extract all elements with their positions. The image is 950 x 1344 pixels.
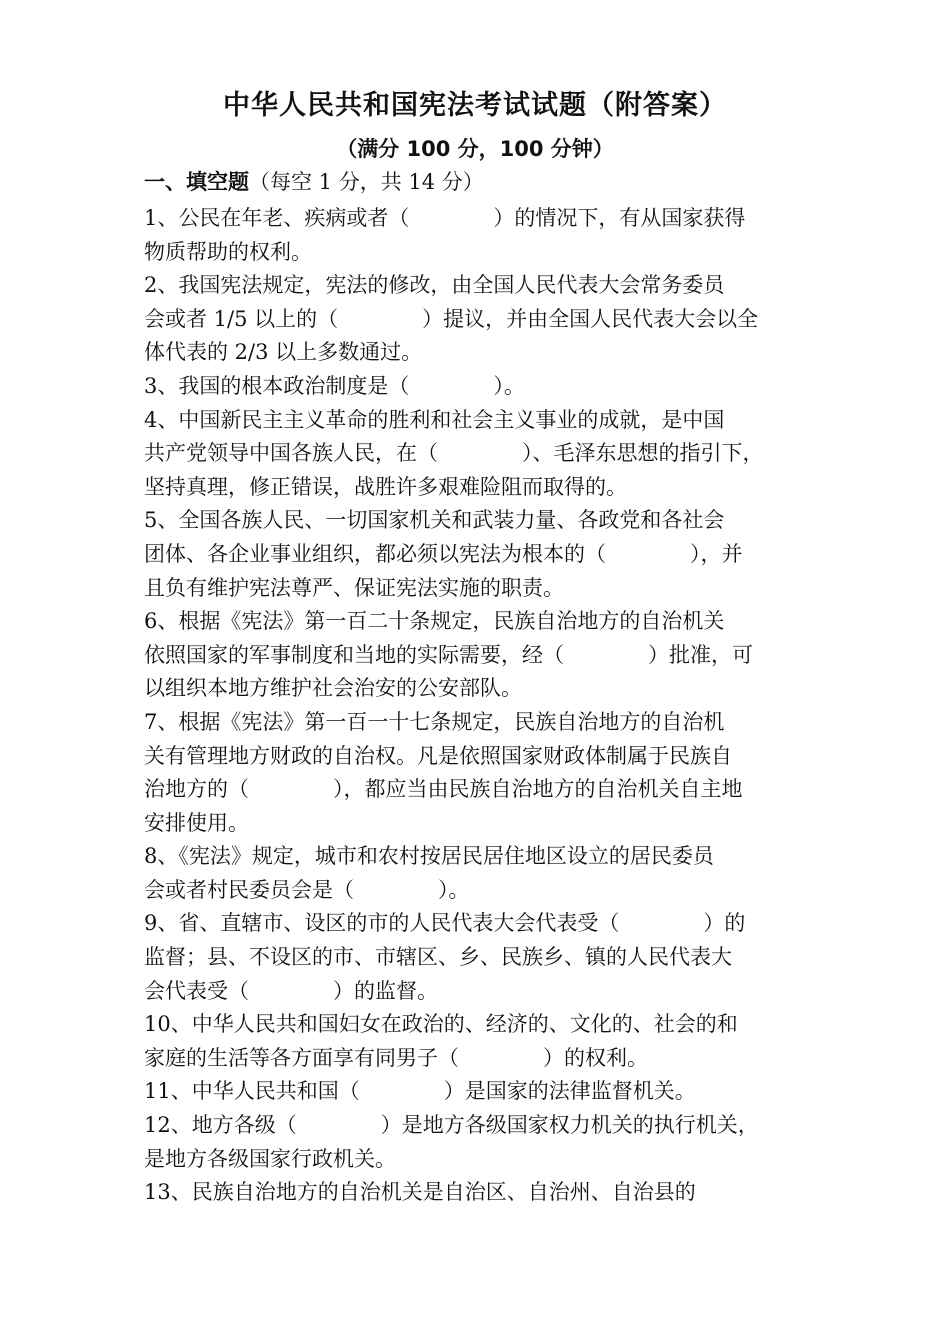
section-heading (144, 166, 824, 199)
section-note: （每空 1 分，共 14 分） (249, 170, 484, 194)
question-5 (144, 504, 824, 605)
question-10 (144, 1008, 824, 1075)
question-4 (144, 404, 824, 505)
question-line: 是地方各级国家行政机关。 (144, 1146, 396, 1171)
question-line: 1、公民在年老、疾病或者（ ）的情况下，有从国家获得 (144, 206, 746, 230)
question-line: 6、根据《宪法》第一百二十条规定，民族自治地方的自治机关 (144, 609, 725, 634)
question-12 (144, 1109, 824, 1176)
page-title: 中华人民共和国宪法考试试题（附答案） (223, 90, 727, 121)
question-7 (144, 706, 824, 840)
question-line: 坚持真理，修正错误，战胜许多艰难险阻而取得的。 (144, 474, 627, 499)
question-2 (144, 269, 824, 370)
question-1 (144, 202, 824, 269)
question-line: 5、全国各族人民、一切国家机关和武装力量、各政党和各社会 (144, 508, 725, 533)
question-line: 依照国家的军事制度和当地的实际需要，经（ ）批准，可 (144, 642, 753, 667)
question-line: 安排使用。 (144, 810, 249, 835)
question-line: 治地方的（ ），都应当由民族自治地方的自治机关自主地 (144, 777, 743, 802)
question-line: 13、民族自治地方的自治机关是自治区、自治州、自治县的 (144, 1180, 696, 1205)
question-line: 2、我国宪法规定，宪法的修改，由全国人民代表大会常务委员 (144, 273, 725, 298)
question-line: 团体、各企业事业组织，都必须以宪法为根本的（ ），并 (144, 541, 743, 566)
question-11 (144, 1075, 824, 1109)
question-line: 会或者村民委员会是（ ）。 (144, 877, 470, 902)
question-line: 会或者 1/5 以上的（ ）提议，并由全国人民代表大会以全 (144, 306, 759, 331)
page-subtitle: （满分 100 分，100 分钟） (336, 137, 614, 161)
question-line: 会代表受（ ）的监督。 (144, 978, 438, 1003)
question-line: 体代表的 2/3 以上多数通过。 (144, 340, 423, 365)
question-line: 关有管理地方财政的自治权。凡是依照国家财政体制属于民族自 (144, 743, 732, 768)
question-line: 共产党领导中国各族人民，在（ ）、毛泽东思想的指引下， (144, 441, 764, 466)
question-13 (144, 1176, 824, 1210)
question-8 (144, 840, 824, 907)
question-line: 11、中华人民共和国（ ）是国家的法律监督机关。 (144, 1079, 696, 1104)
question-6 (144, 605, 824, 706)
question-line: 10、中华人民共和国妇女在政治的、经济的、文化的、社会的和 (144, 1012, 738, 1037)
question-line: 3、我国的根本政治制度是（ ）。 (144, 373, 525, 398)
question-line: 7、根据《宪法》第一百一十七条规定，民族自治地方的自治机 (144, 709, 725, 734)
question-line: 8、《宪法》规定，城市和农村按居民居住地区设立的居民委员 (144, 844, 714, 869)
exam-content (144, 166, 824, 1210)
question-line: 监督；县、不设区的市、市辖区、乡、民族乡、镇的人民代表大 (144, 945, 732, 970)
question-list (144, 202, 824, 1210)
question-line: 且负有维护宪法尊严、保证宪法实施的职责。 (144, 575, 564, 600)
question-line: 12、地方各级（ ）是地方各级国家权力机关的执行机关， (144, 1113, 759, 1138)
question-line: 家庭的生活等各方面享有同男子（ ）的权利。 (144, 1045, 648, 1070)
question-line: 4、中国新民主主义革命的胜利和社会主义事业的成就，是中国 (144, 407, 725, 432)
question-9 (144, 907, 824, 1008)
question-line: 以组织本地方维护社会治安的公安部队。 (144, 676, 522, 701)
section-title: 一、填空题 (144, 170, 249, 194)
question-3 (144, 370, 824, 404)
question-line: 9、省、直辖市、设区的市的人民代表大会代表受（ ）的 (144, 911, 746, 936)
question-line: 物质帮助的权利。 (144, 239, 312, 264)
